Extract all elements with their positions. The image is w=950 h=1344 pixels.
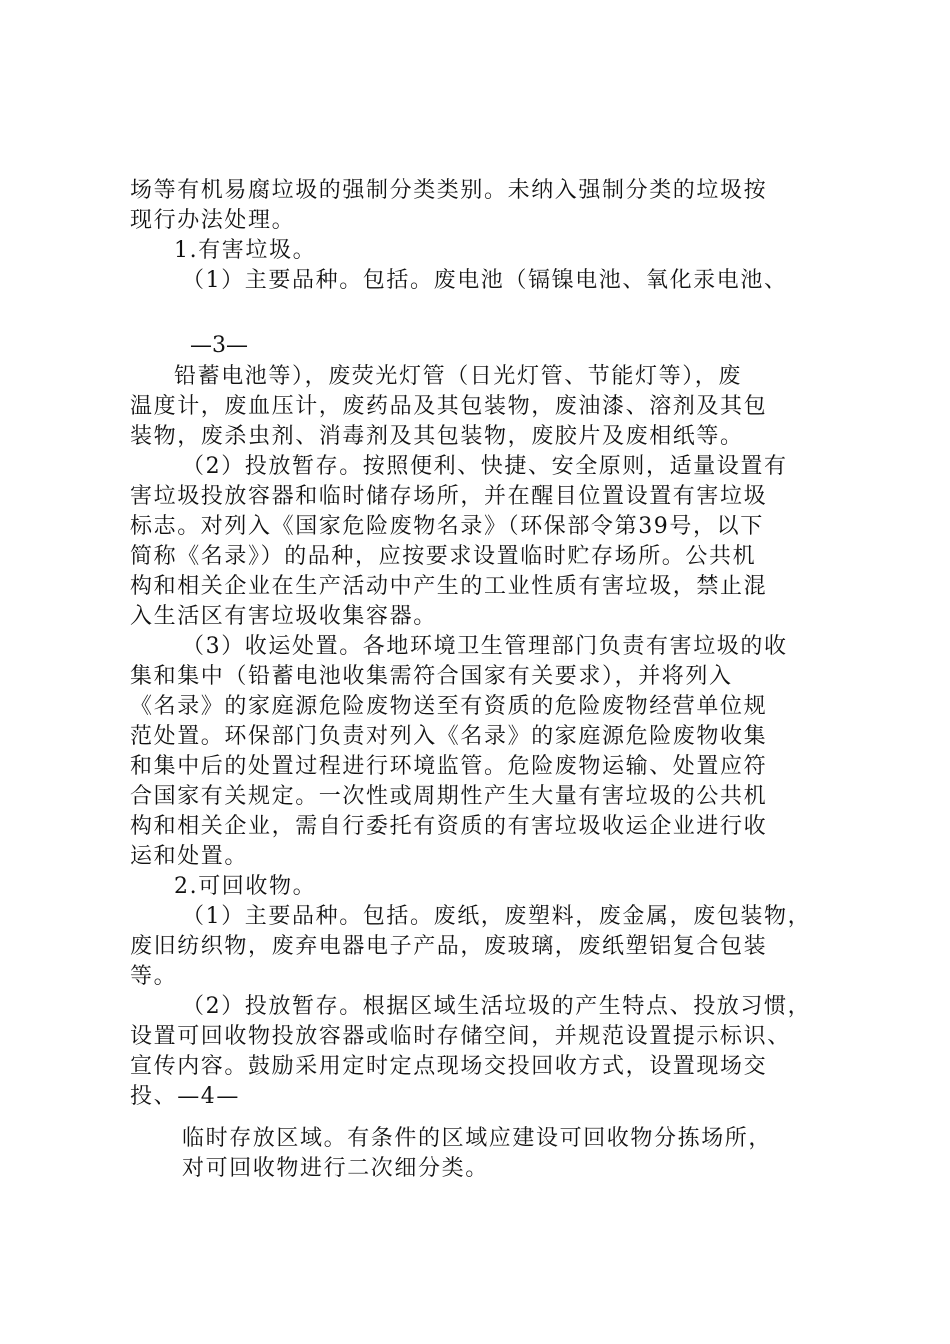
section-heading: 2.可回收物。 [174, 874, 317, 899]
text-line: 标志。对列入《国家危险废物名录》（环保部令第39号，以下 [130, 514, 764, 539]
text-line: 集和集中（铅蓄电池收集需符合国家有关要求），并将列入 [130, 664, 733, 689]
text-line: 构和相关企业，需自行委托有资质的有害垃圾收运企业进行收 [130, 814, 768, 839]
text-line: 投、—4— [130, 1084, 240, 1109]
paragraph-block-2 [130, 362, 830, 1112]
text-line: 等。 [130, 964, 178, 989]
text-line: 场等有机易腐垃圾的强制分类类别。未纳入强制分类的垃圾按 [130, 178, 768, 203]
text-line: （1）主要品种。包括。废纸，废塑料，废金属，废包装物， [182, 904, 812, 929]
paragraph-block-3 [130, 1124, 830, 1184]
page-number-3: —3— [190, 333, 248, 358]
text-line: 临时存放区域。有条件的区域应建设可回收物分拣场所， [182, 1126, 773, 1151]
text-line: 对可回收物进行二次细分类。 [182, 1156, 489, 1181]
text-line: 简称《名录》）的品种，应按要求设置临时贮存场所。公共机 [130, 544, 757, 569]
paragraph-block-1 [130, 176, 830, 296]
text-line: 《名录》的家庭源危险废物送至有资质的危险废物经营单位规 [130, 694, 768, 719]
text-line: 铅蓄电池等），废荧光灯管（日光灯管、节能灯等），废 [174, 364, 743, 389]
text-line: （2）投放暂存。按照便利、快捷、安全原则，适量设置有 [182, 454, 788, 479]
text-line: 入生活区有害垃圾收集容器。 [130, 604, 437, 629]
text-line: 温度计，废血压计，废药品及其包装物，废油漆、溶剂及其包 [130, 394, 768, 419]
text-line: 和集中后的处置过程进行环境监管。危险废物运输、处置应符 [130, 754, 768, 779]
text-line: 运和处置。 [130, 844, 249, 869]
text-line: 害垃圾投放容器和临时储存场所，并在醒目位置设置有害垃圾 [130, 484, 768, 509]
section-heading: 1.有害垃圾。 [174, 238, 317, 263]
text-line: 现行办法处理。 [130, 208, 296, 233]
text-line: （2）投放暂存。根据区域生活垃圾的产生特点、投放习惯， [182, 994, 812, 1019]
text-line: （3）收运处置。各地环境卫生管理部门负责有害垃圾的收 [182, 634, 788, 659]
text-line: 构和相关企业在生产活动中产生的工业性质有害垃圾，禁止混 [130, 574, 768, 599]
text-line: 范处置。环保部门负责对列入《名录》的家庭源危险废物收集 [130, 724, 768, 749]
text-line: 设置可回收物投放容器或临时存储空间，并规范设置提示标识、 [130, 1024, 791, 1049]
text-line: 合国家有关规定。一次性或周期性产生大量有害垃圾的公共机 [130, 784, 768, 809]
text-line: 装物，废杀虫剂、消毒剂及其包装物，废胶片及废相纸等。 [130, 424, 744, 449]
text-line: （1）主要品种。包括。废电池（镉镍电池、氧化汞电池、 [182, 268, 788, 293]
text-line: 废旧纺织物，废弃电器电子产品，废玻璃，废纸塑铝复合包装 [130, 934, 768, 959]
text-line: 宣传内容。鼓励采用定时定点现场交投回收方式，设置现场交 [130, 1054, 768, 1079]
